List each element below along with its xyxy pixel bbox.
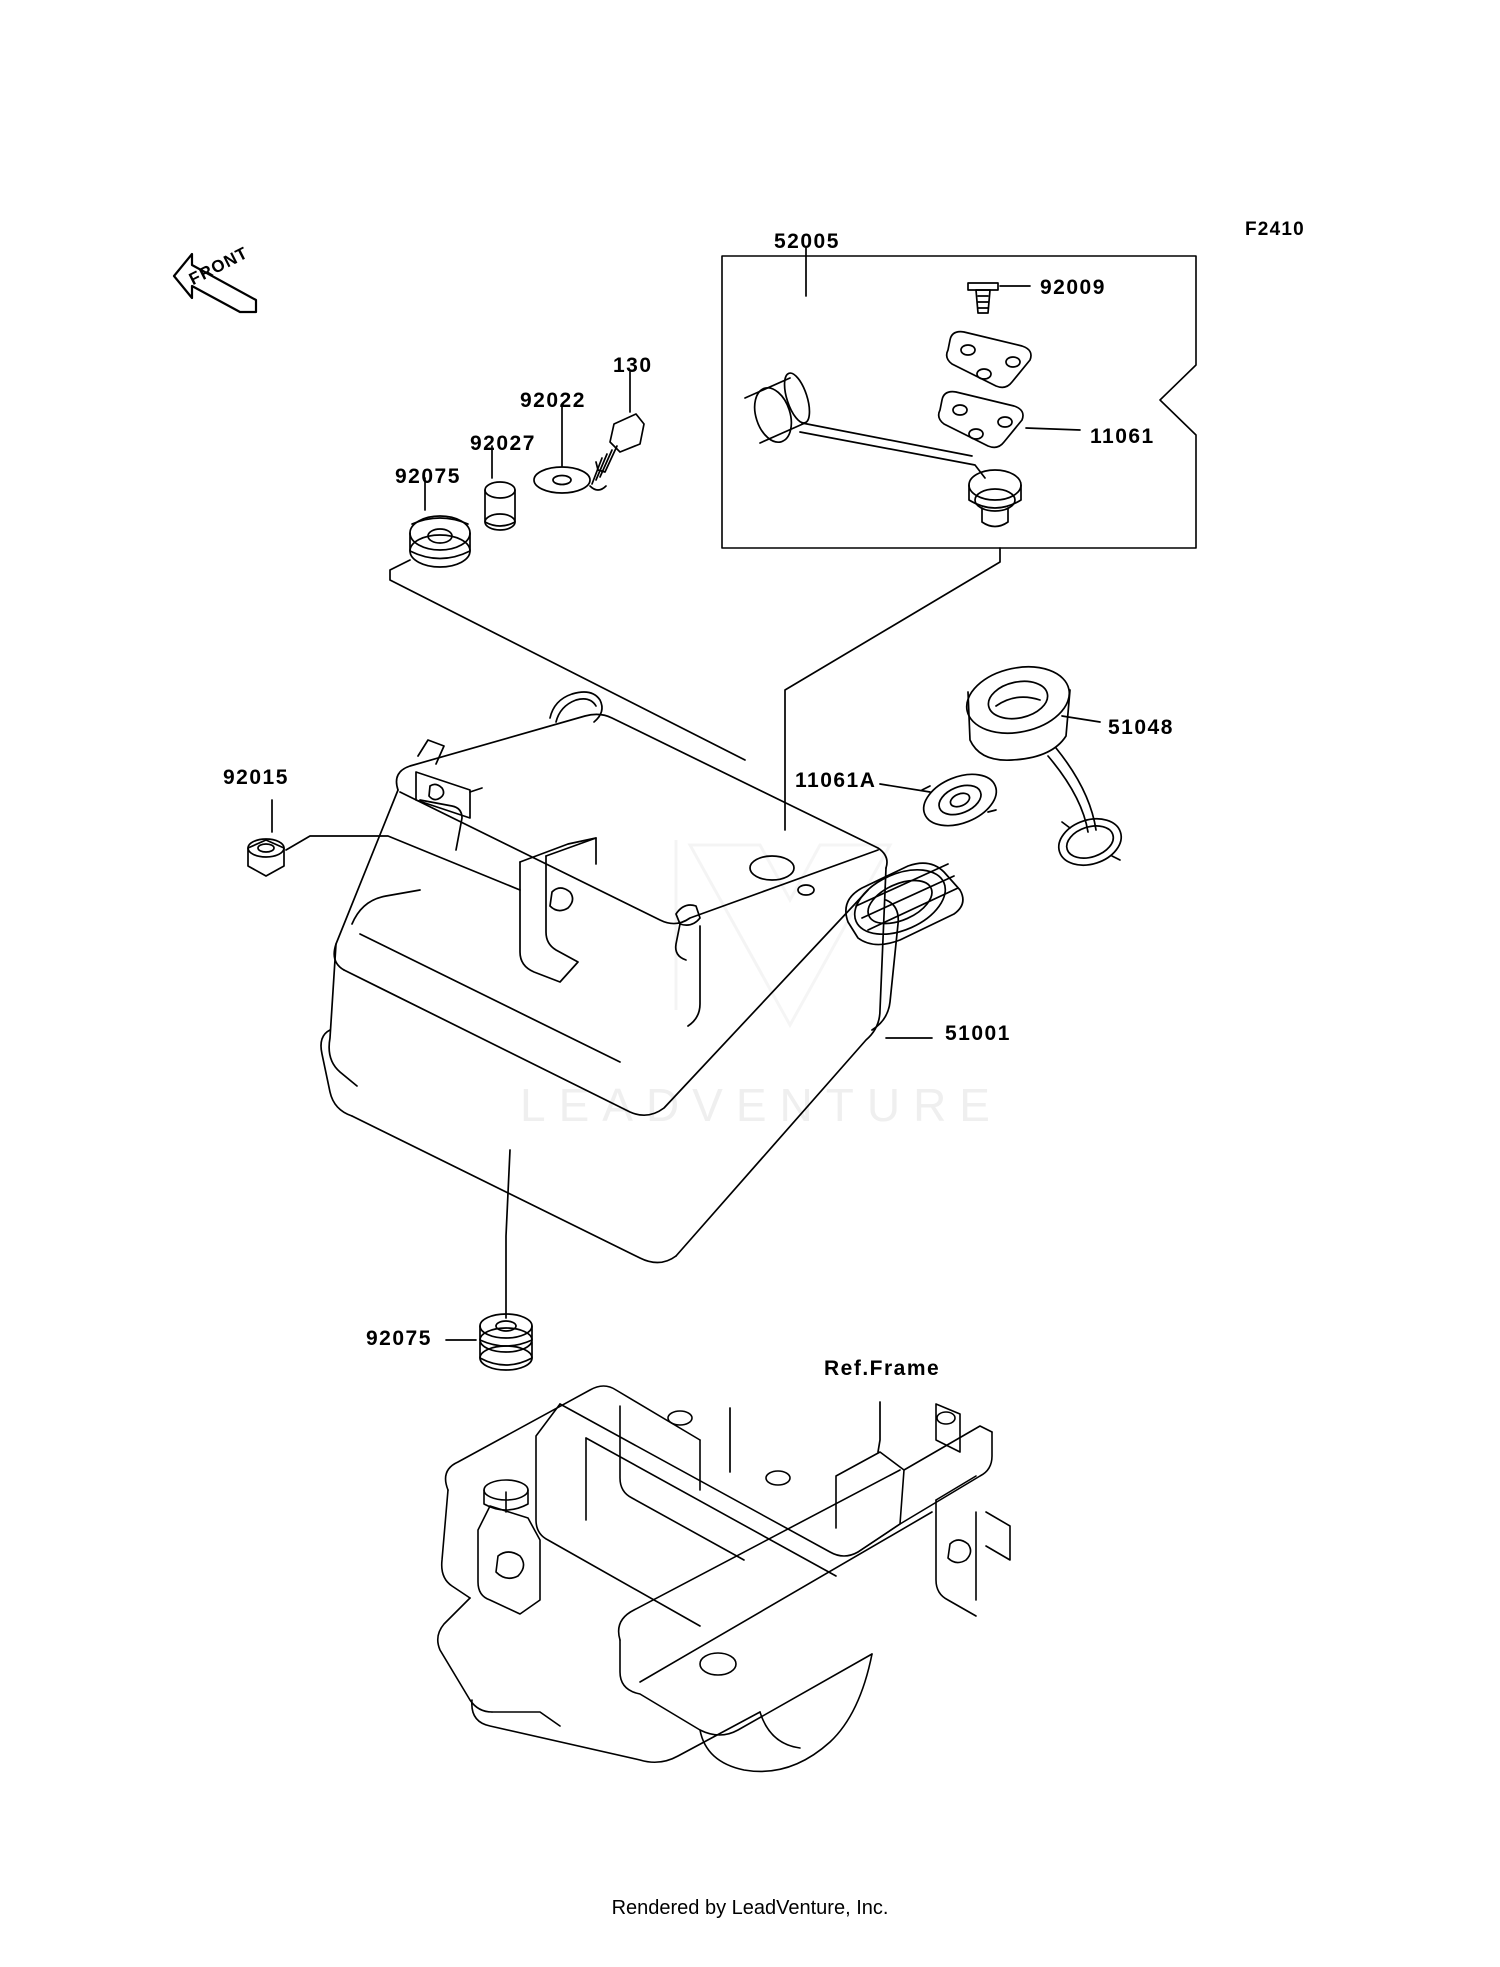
- part-label-51001: 51001: [945, 1022, 1011, 1045]
- part-label-11061: 11061: [1090, 425, 1155, 448]
- footer-credit: Rendered by LeadVenture, Inc.: [611, 1897, 889, 1919]
- part-label-92022: 92022: [520, 389, 586, 412]
- part-label-92009: 92009: [1040, 276, 1106, 299]
- part-label-52005: 52005: [774, 230, 840, 253]
- part-label-130: 130: [613, 354, 653, 377]
- part-label-92075-top: 92075: [395, 465, 461, 488]
- part-label-51048: 51048: [1108, 716, 1174, 739]
- part-label-92027: 92027: [470, 432, 536, 455]
- diagram-code: F2410: [1245, 219, 1305, 240]
- watermark-text: LEADVENTURE: [520, 1079, 1003, 1131]
- part-label-11061A: 11061A: [795, 769, 877, 792]
- front-label: FRONT: [186, 243, 252, 289]
- ref-frame-note: Ref.Frame: [824, 1357, 941, 1380]
- part-label-92015: 92015: [223, 766, 289, 789]
- part-label-92075-bottom: 92075: [366, 1327, 432, 1350]
